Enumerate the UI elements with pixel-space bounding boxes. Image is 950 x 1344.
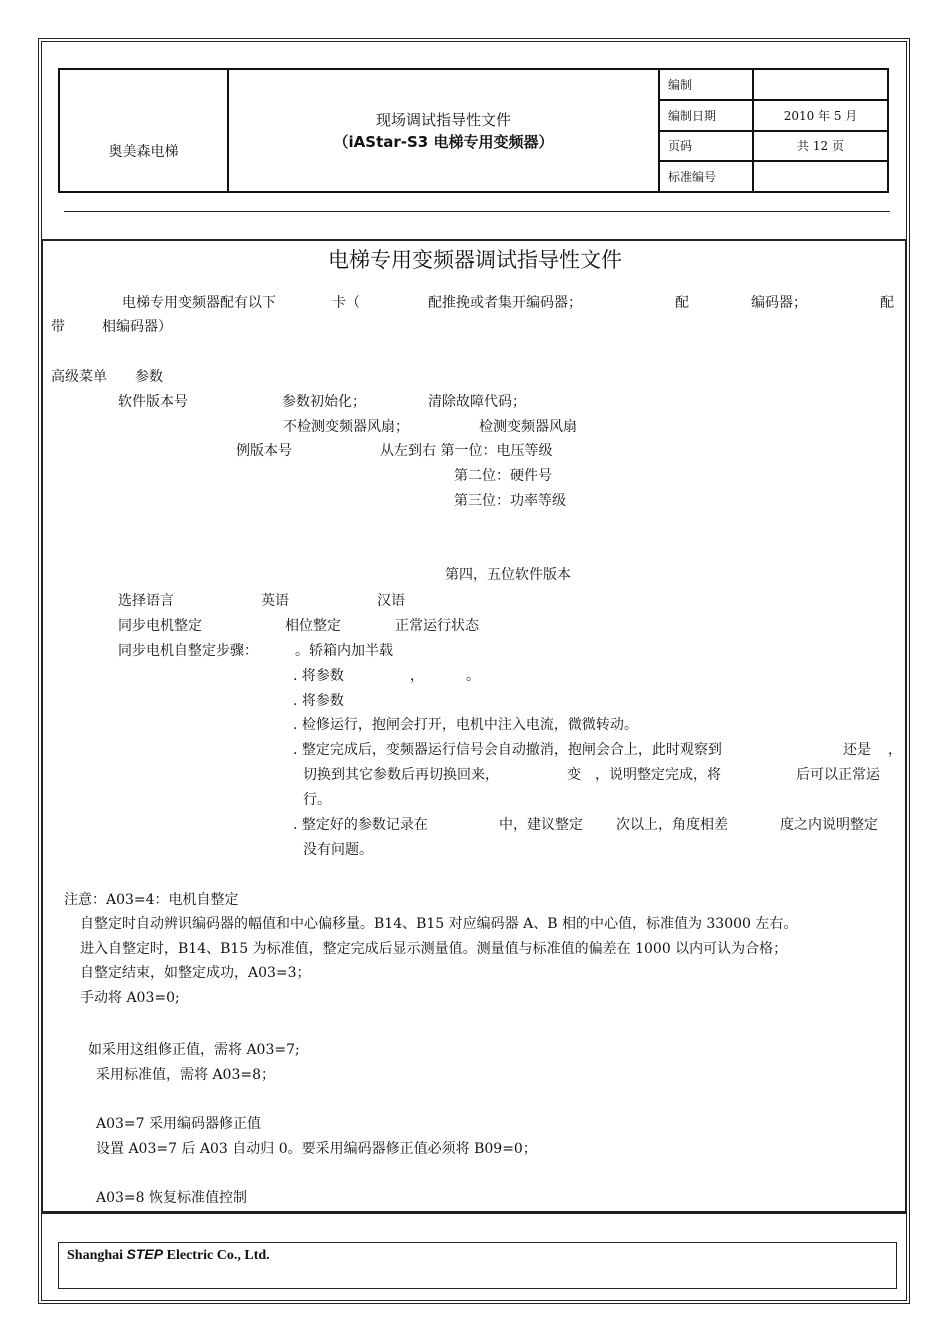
step-text: 没有问题。 — [303, 842, 373, 858]
footer-company — [58, 1242, 897, 1289]
menu-text: 参数初始化； — [282, 394, 366, 410]
header-table — [58, 68, 889, 193]
intro-text: 配 — [675, 295, 689, 311]
note-text: A03=8 恢复标准值控制 — [96, 1190, 248, 1206]
step-text: ， — [410, 668, 424, 684]
step-text: ， — [888, 742, 902, 758]
step-text: 。 — [466, 668, 480, 684]
footer-brand: STEP — [126, 1246, 164, 1262]
note-text: A03=7 采用编码器修正值 — [96, 1116, 262, 1132]
value-standard-no — [753, 161, 888, 192]
header-divider — [64, 211, 890, 212]
note-text: 自整定结束，如整定成功，A03=3； — [80, 965, 311, 981]
footer-prefix: Shanghai — [67, 1248, 127, 1263]
label-compiler: 编制 — [659, 69, 753, 100]
menu-text: 不检测变频器风扇； — [283, 419, 409, 435]
step-text: . 整定完成后，变频器运行信号会自动撤消，抱闸会合上，此时观察到 — [293, 742, 722, 758]
note-text: 手动将 A03=0; — [80, 990, 180, 1006]
company-name: 奥美森电梯 — [59, 69, 228, 192]
step-text: 还是 — [843, 742, 871, 758]
menu-text: 第四，五位软件版本 — [445, 567, 571, 583]
intro-text: 卡（ — [332, 295, 360, 311]
intro-text: 配 — [880, 295, 894, 311]
header-title-line1: 现场调试指导性文件 — [375, 110, 511, 129]
menu-text: 汉语 — [377, 593, 405, 609]
value-compiler — [753, 69, 888, 100]
menu-text: 例版本号 — [236, 443, 292, 459]
document-title: 电梯专用变频器调试指导性文件 — [328, 248, 622, 272]
intro-text: 配推挽或者集开编码器； — [428, 295, 582, 311]
note-text: 采用标准值，需将 A03=8； — [96, 1067, 276, 1083]
menu-text: 正常运行状态 — [395, 618, 479, 634]
note-text: 如采用这组修正值，需将 A03=7; — [88, 1042, 300, 1058]
step-text: . 整定好的参数记录在 — [293, 817, 428, 833]
label-standard-no: 标准编号 — [659, 161, 753, 192]
menu-text: 清除故障代码； — [428, 394, 526, 410]
menu-text: 选择语言 — [118, 593, 174, 609]
step-text: . 将参数 — [293, 668, 344, 684]
header-title — [228, 69, 659, 192]
note-text: 注意：A03=4：电机自整定 — [64, 892, 239, 908]
step-text: 度之内说明整定 — [780, 817, 878, 833]
menu-text: 同步电机整定 — [118, 618, 202, 634]
step-text: 。轿箱内加半载 — [295, 643, 393, 659]
note-text: 自整定时自动辨识编码器的幅值和中心偏移量。B14、B15 对应编码器 A、B 相的中心值，标准值为 33000 左右。 — [80, 916, 798, 932]
label-pages: 页码 — [659, 131, 753, 162]
footer-divider — [41, 1213, 907, 1214]
menu-text: 相位整定 — [285, 618, 341, 634]
header-title-line2: （iAStar-S3 电梯专用变频器） — [333, 132, 554, 151]
label-date: 编制日期 — [659, 100, 753, 131]
step-text: . 将参数 — [293, 693, 344, 709]
step-text: ，说明整定完成，将 — [595, 767, 721, 783]
value-date: 2010 年 5 月 — [753, 100, 888, 131]
menu-text: 第二位：硬件号 — [454, 468, 552, 484]
value-pages: 共 12 页 — [753, 131, 888, 162]
menu-text: 检测变频器风扇 — [479, 419, 577, 435]
step-text: 切换到其它参数后再切换回来， — [303, 767, 499, 783]
footer-suffix: Electric Co., Ltd. — [163, 1248, 270, 1263]
note-text: 设置 A03=7 后 A03 自动归 0。要采用编码器修正值必须将 B09=0； — [96, 1141, 537, 1157]
step-text: 变 — [567, 767, 581, 783]
menu-text: 软件版本号 — [118, 394, 188, 410]
menu-text: 从左到右 第一位：电压等级 — [380, 443, 553, 459]
menu-text: 英语 — [261, 593, 289, 609]
intro-text: 带 — [51, 319, 65, 335]
note-text: 进入自整定时，B14、B15 为标准值，整定完成后显示测量值。测量值与标准值的偏差在 1000 以内可认为合格； — [80, 941, 788, 957]
menu-title: 参数 — [135, 369, 163, 385]
step-text: 次以上，角度相差 — [616, 817, 728, 833]
menu-title: 高级菜单 — [51, 369, 107, 385]
menu-text: 第三位：功率等级 — [454, 493, 566, 509]
step-text: . 检修运行，抱闸会打开，电机中注入电流，微微转动。 — [293, 717, 638, 733]
step-text: 中，建议整定 — [499, 817, 583, 833]
step-text: 行。 — [303, 792, 331, 808]
menu-text: 同步电机自整定步骤： — [118, 643, 258, 659]
intro-text: 编码器； — [751, 295, 807, 311]
step-text: 后可以正常运 — [796, 767, 880, 783]
intro-text: 相编码器） — [102, 319, 172, 335]
intro-text: 电梯专用变频器配有以下 — [122, 295, 276, 311]
